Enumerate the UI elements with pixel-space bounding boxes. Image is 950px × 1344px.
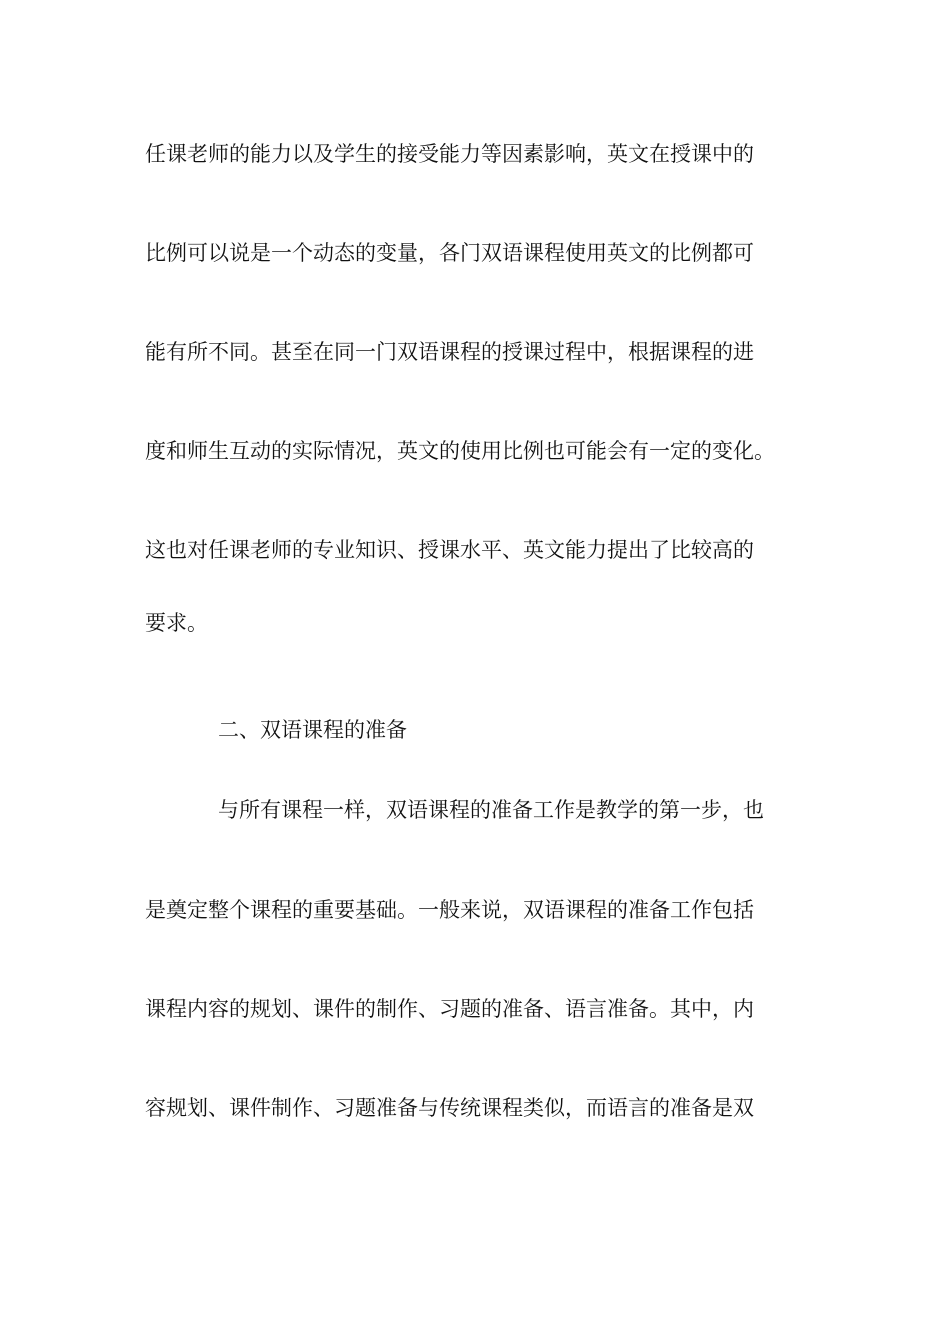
paragraph-line: 是奠定整个课程的重要基础。一般来说，双语课程的准备工作包括 xyxy=(145,898,754,922)
paragraph-line: 比例可以说是一个动态的变量，各门双语课程使用英文的比例都可 xyxy=(145,241,754,265)
paragraph-line: 课程内容的规划、课件的制作、习题的准备、语言准备。其中，内 xyxy=(145,997,754,1021)
paragraph-line: 与所有课程一样，双语课程的准备工作是教学的第一步，也 xyxy=(218,798,764,822)
paragraph-line: 任课老师的能力以及学生的接受能力等因素影响，英文在授课中的 xyxy=(145,142,754,166)
paragraph-line: 容规划、课件制作、习题准备与传统课程类似，而语言的准备是双 xyxy=(145,1096,754,1120)
paragraph-line: 这也对任课老师的专业知识、授课水平、英文能力提出了比较高的 xyxy=(145,538,754,562)
paragraph-line: 能有所不同。甚至在同一门双语课程的授课过程中，根据课程的进 xyxy=(145,340,754,364)
section-heading: 二、双语课程的准备 xyxy=(218,718,407,742)
paragraph-line: 度和师生互动的实际情况，英文的使用比例也可能会有一定的变化。 xyxy=(145,439,775,463)
paragraph-line: 要求。 xyxy=(145,611,208,635)
